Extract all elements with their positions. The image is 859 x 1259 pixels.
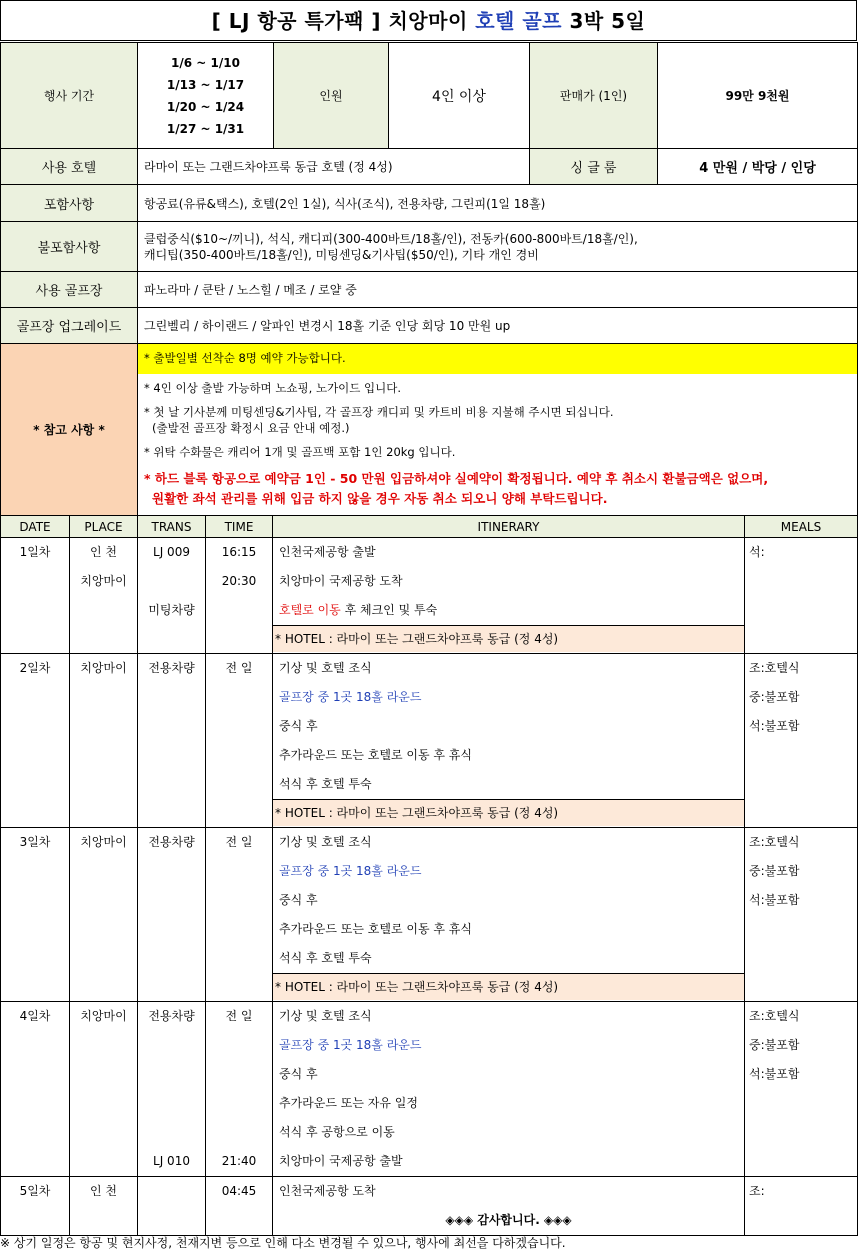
day-meals: 조:호텔식 중:불포함 석:불포함 xyxy=(745,654,858,828)
itinerary-item: 중식 후 xyxy=(279,893,318,907)
day-trans xyxy=(138,1177,206,1236)
note-warning: 원활한 좌석 관리를 위해 입금 하지 않을 경우 자동 취소 되오니 양해 부탁드립니다. xyxy=(152,491,608,506)
day-row xyxy=(1,1177,858,1236)
day-trans: 전용차량 LJ 010 xyxy=(138,1002,206,1177)
day-trans: 전용차량 xyxy=(138,654,206,828)
info-table xyxy=(0,42,858,516)
notes-body xyxy=(138,344,858,516)
excluded-line: 캐디팁(350-400바트/18홀/인), 미팅센딩&기사팁($50/인), 기타 개인 경비 xyxy=(144,247,539,262)
itinerary-item: 추가라운드 또는 자유 일정 xyxy=(279,1096,418,1110)
document-title xyxy=(0,0,857,41)
hotel-note: * HOTEL : 라마이 또는 그랜드차야프룩 동급 (정 4성) xyxy=(273,973,744,1000)
period-label: 행사 기간 xyxy=(1,43,138,149)
upgrade-value: 그린벨리 / 하이랜드 / 알파인 변경시 18홀 기준 인당 회당 10 만원 up xyxy=(138,308,858,344)
day-itinerary xyxy=(273,1002,745,1177)
price-value: 99만 9천원 xyxy=(658,43,858,149)
day-itinerary xyxy=(273,654,745,828)
people-value: 4인 이상 xyxy=(389,43,530,149)
note-item: * 첫 날 기사분께 미팅센딩&기사팁, 각 골프장 캐디피 및 카트비 비용 지불해 주시면 되십니다. xyxy=(144,405,614,419)
price-label: 판매가 (1인) xyxy=(530,43,658,149)
day-place: 치앙마이 xyxy=(70,1002,138,1177)
note-item: (출발전 골프장 확정시 요금 안내 예정.) xyxy=(152,421,350,435)
day-row xyxy=(1,654,858,828)
day-itinerary xyxy=(273,828,745,1002)
course-value: 파노라마 / 쿤탄 / 노스힐 / 메조 / 로얄 중 xyxy=(138,272,858,308)
day-meals: 조:호텔식 중:불포함 석:불포함 xyxy=(745,828,858,1002)
itinerary-item: 기상 및 호텔 조식 xyxy=(279,661,372,675)
header-place: PLACE xyxy=(70,516,138,538)
itinerary-item: 중식 후 xyxy=(279,1067,318,1081)
note-warning: * 하드 블록 항공으로 예약금 1인 - 50 만원 입금하셔야 실예약이 확정됩니다. 예약 후 취소시 환불금액은 없으며, xyxy=(144,471,769,486)
itinerary-item: 호텔로 이동 후 체크인 및 투숙 xyxy=(279,603,438,617)
itinerary-item: 치앙마이 국제공항 출발 xyxy=(279,1154,403,1168)
excluded-value xyxy=(138,222,858,272)
excluded-line: 클럽중식($10~/끼니), 석식, 캐디피(300-400바트/18홀/인), 전동카(600-800바트/18홀/인), xyxy=(144,231,638,246)
itinerary-item: 인천국제공항 출발 xyxy=(279,545,376,559)
day-trans: 전용차량 xyxy=(138,828,206,1002)
itinerary-item: 골프장 중 1곳 18홀 라운드 xyxy=(279,1038,422,1052)
upgrade-label: 골프장 업그레이드 xyxy=(1,308,138,344)
itinerary-item: 골프장 중 1곳 18홀 라운드 xyxy=(279,864,422,878)
day-date: 4일차 xyxy=(1,1002,70,1177)
thanks-message: ◈◈◈ 감사합니다. ◈◈◈ xyxy=(445,1213,572,1227)
note-item: * 4인 이상 출발 가능하며 노쇼핑, 노가이드 입니다. xyxy=(144,381,402,395)
day-time: 04:45 xyxy=(206,1177,273,1236)
course-label: 사용 골프장 xyxy=(1,272,138,308)
single-room-value: 4 만원 / 박당 / 인당 xyxy=(658,149,858,185)
header-meals: MEALS xyxy=(745,516,858,538)
note-highlight: * 출발일별 선착순 8명 예약 가능합니다. xyxy=(138,344,857,374)
title-part-1: [ LJ 항공 특가팩 ] 치앙마이 xyxy=(211,9,476,33)
hotel-value: 라마이 또는 그랜드차야프룩 동급 호텔 (정 4성) xyxy=(138,149,530,185)
day-time: 전 일 xyxy=(206,654,273,828)
hotel-note: * HOTEL : 라마이 또는 그랜드차야프룩 동급 (정 4성) xyxy=(273,625,744,652)
period-date: 1/6 ~ 1/10 xyxy=(171,55,240,70)
itinerary-item: 추가라운드 또는 호텔로 이동 후 휴식 xyxy=(279,922,472,936)
itinerary-item: 석식 후 공항으로 이동 xyxy=(279,1125,395,1139)
day-trans: LJ 009 미팅차량 xyxy=(138,538,206,654)
day-place: 치앙마이 xyxy=(70,654,138,828)
excluded-label: 불포함사항 xyxy=(1,222,138,272)
day-place: 인 천 xyxy=(70,1177,138,1236)
day-row xyxy=(1,828,858,1002)
day-meals: 석: xyxy=(745,538,858,654)
period-date: 1/13 ~ 1/17 xyxy=(166,77,245,92)
itinerary-table xyxy=(0,515,858,1236)
itinerary-item: 인천국제공항 도착 xyxy=(279,1184,376,1198)
single-room-label: 싱 글 룸 xyxy=(530,149,658,185)
people-label: 인원 xyxy=(274,43,389,149)
day-itinerary xyxy=(273,1177,745,1236)
itinerary-item: 기상 및 호텔 조식 xyxy=(279,835,372,849)
day-time: 전 일 xyxy=(206,828,273,1002)
day-itinerary xyxy=(273,538,745,654)
itinerary-item: 추가라운드 또는 호텔로 이동 후 휴식 xyxy=(279,748,472,762)
itinerary-item: 치앙마이 국제공항 도착 xyxy=(279,574,403,588)
itinerary-item: 기상 및 호텔 조식 xyxy=(279,1009,372,1023)
footer-disclaimer: ※ 상기 일정은 항공 및 현지사정, 천재지변 등으로 인해 다소 변경될 수 있으나, 행사에 최선을 다하겠습니다. xyxy=(0,1236,566,1250)
hotel-label: 사용 호텔 xyxy=(1,149,138,185)
notes-label: * 참고 사항 * xyxy=(1,344,138,516)
period-date: 1/20 ~ 1/24 xyxy=(166,99,245,114)
period-date: 1/27 ~ 1/31 xyxy=(166,121,245,136)
header-time: TIME xyxy=(206,516,273,538)
itinerary-item: 골프장 중 1곳 18홀 라운드 xyxy=(279,690,422,704)
title-highlight: 호텔 골프 xyxy=(475,9,562,33)
note-item: * 위탁 수화물은 캐리어 1개 및 골프백 포함 1인 20kg 입니다. xyxy=(144,445,456,459)
day-place: 치앙마이 xyxy=(70,828,138,1002)
day-date: 1일차 xyxy=(1,538,70,654)
included-value: 항공료(유류&택스), 호텔(2인 1실), 식사(조식), 전용차량, 그린피(1일 18홀) xyxy=(138,185,858,222)
title-part-2: 3박 5일 xyxy=(561,9,646,33)
day-meals: 조:호텔식 중:불포함 석:불포함 xyxy=(745,1002,858,1177)
day-meals: 조: xyxy=(745,1177,858,1236)
period-dates xyxy=(138,43,274,149)
day-time: 16:15 20:30 xyxy=(206,538,273,654)
day-time: 전 일 21:40 xyxy=(206,1002,273,1177)
header-trans: TRANS xyxy=(138,516,206,538)
day-row xyxy=(1,1002,858,1177)
included-label: 포함사항 xyxy=(1,185,138,222)
header-date: DATE xyxy=(1,516,70,538)
itinerary-item: 중식 후 xyxy=(279,719,318,733)
day-row xyxy=(1,538,858,654)
itinerary-item: 석식 후 호텔 투숙 xyxy=(279,951,372,965)
header-itinerary: ITINERARY xyxy=(273,516,745,538)
day-date: 3일차 xyxy=(1,828,70,1002)
day-date: 2일차 xyxy=(1,654,70,828)
day-date: 5일차 xyxy=(1,1177,70,1236)
day-place: 인 천 치앙마이 xyxy=(70,538,138,654)
itinerary-item: 석식 후 호텔 투숙 xyxy=(279,777,372,791)
hotel-note: * HOTEL : 라마이 또는 그랜드차야프룩 동급 (정 4성) xyxy=(273,799,744,826)
